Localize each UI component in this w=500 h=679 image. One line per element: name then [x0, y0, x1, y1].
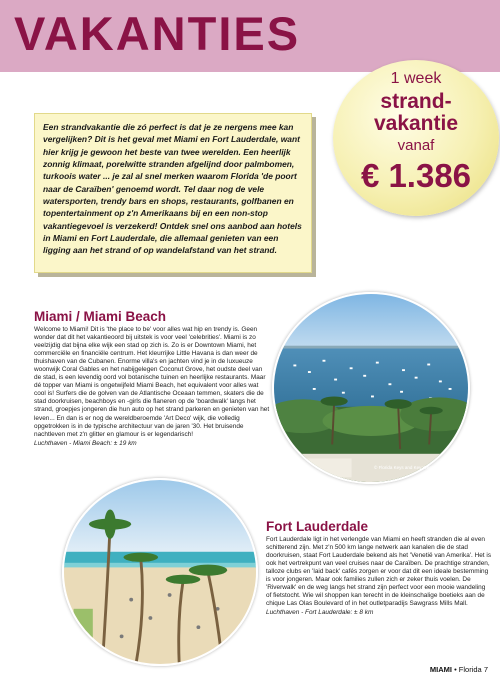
miami-harbor-photo — [272, 292, 470, 484]
intro-text: Een strandvakantie die zó perfect is dat je ze nergens mee kan vergelijken? Dit is het geval met Miami en Fort Lauderdale, want hier krijg je gewoon het beste van twee werelden. Een heerlijk zonnig klimaat, porelwitte stranden afgelijnd door palmbomen, turkoois water ... je zal al snel merken waarom Florida 'de poort naar de Caraïben' genoemd wordt. Tel daar nog de vele watersporten, trendy bars en shops, restaurants, golfbanen en topentertainment op z'n Amerikaans bij en een non-stop vakantiegevoel is verzekerd! Ontdek snel ons aanbod aan hotels in Miami en Fort Lauderdale, die allemaal genieten van een ligging aan het strand of op wandelafstand van het strand. — [43, 122, 302, 256]
page-title: VAKANTIES — [14, 7, 301, 60]
price-badge — [333, 60, 499, 216]
badge-from-label: vanaf — [397, 137, 435, 154]
badge-price: € 1.386 — [360, 157, 472, 194]
badge-duration: 1 week — [390, 70, 442, 87]
page-footer — [430, 665, 488, 674]
badge-title-line2: vakantie — [373, 112, 459, 135]
fort-lauderdale-body-text: Fort Lauderdale ligt in het verlengde van Miami en heeft stranden die al even schitterend zijn. Met z'n 500 km lange netwerk aan kanalen die de stad doorkruisen, staat Fort Lauderdale bekend als het 'Venetië van Amerika'. Het is ook het vertrekpunt van veel cruises naar de Caraïben. De prachtige stranden, talloze clubs en 'laid back' cafés zorgen er voor dat dit een ideale bestemming is voor jongeren. Maar ook families zullen zich er zeker thuis voelen. De 'Riverwalk' en de weg langs het strand zijn perfect voor een mooie wandeling of fietstocht. Wie wil shoppen kan terecht in de kleinschalige boetieks aan de chique Las Olas Boulevard of in het outletparadijs Sawgrass Mills Mall. — [266, 536, 492, 608]
miami-body-text: Welcome to Miami! Dit is 'the place to be' voor alles wat hip en trendy is. Geen wonder dat dit het vakantieoord bij uitstek is voor veel 'celebrities'. Miami is zo veelzijdig dat bijna elke wijk een stad op zich is. Zo is er Downtown Miami, het commerciële en financiële centrum. Het kleurrijke Little Havana is dan weer de thuishaven van de Cubanen. Enorme villa's en jachten vind je in de luxueuze woonwijk Coral Gables en het nabijgelegen Coconut Grove, het oudste deel van de stad, is een levendig oord vol botanische tuinen en heerlijke restaurants. Maar dé topper van Miami is ongetwijfeld Miami Beach, het equivalent voor alles wat cool is! Surfers die de golven van de Atlantische Oceaan temmen, skaters die de stad doorkruisen, beachboys en -girls die flaneren op de 'boardwalk' langs het strand, groepjes jongeren die hun auto op het strand parkeren en genieten van het leven... En dan is er nog de wereldberoemde 'Art Deco' wijk, die volledig opgetrokken is in de typische architectuur van de jaren '30. Het bruisende nachtleven met z'n glitter en glamour is er legendarisch! — [34, 326, 270, 438]
footer-region: Florida — [458, 665, 482, 674]
fort-lauderdale-section-title: Fort Lauderdale — [266, 519, 369, 534]
photo-credit: © Florida Keys and Key West — [374, 465, 433, 470]
miami-section-title: Miami / Miami Beach — [34, 309, 167, 324]
footer-section: MIAMI — [429, 665, 452, 674]
badge-title-line1: strand- — [380, 90, 452, 113]
intro-box — [34, 113, 312, 273]
miami-airport-caption: Luchthaven - Miami Beach: ± 19 km — [34, 439, 137, 447]
miami-section-body — [34, 326, 270, 448]
footer-page-number: 7 — [483, 665, 488, 674]
fort-lauderdale-airport-caption: Luchthaven - Fort Lauderdale: ± 8 km — [266, 609, 374, 617]
fort-lauderdale-section-body — [266, 536, 492, 617]
fort-lauderdale-beach-photo — [62, 478, 258, 666]
footer-separator: • — [454, 665, 457, 674]
